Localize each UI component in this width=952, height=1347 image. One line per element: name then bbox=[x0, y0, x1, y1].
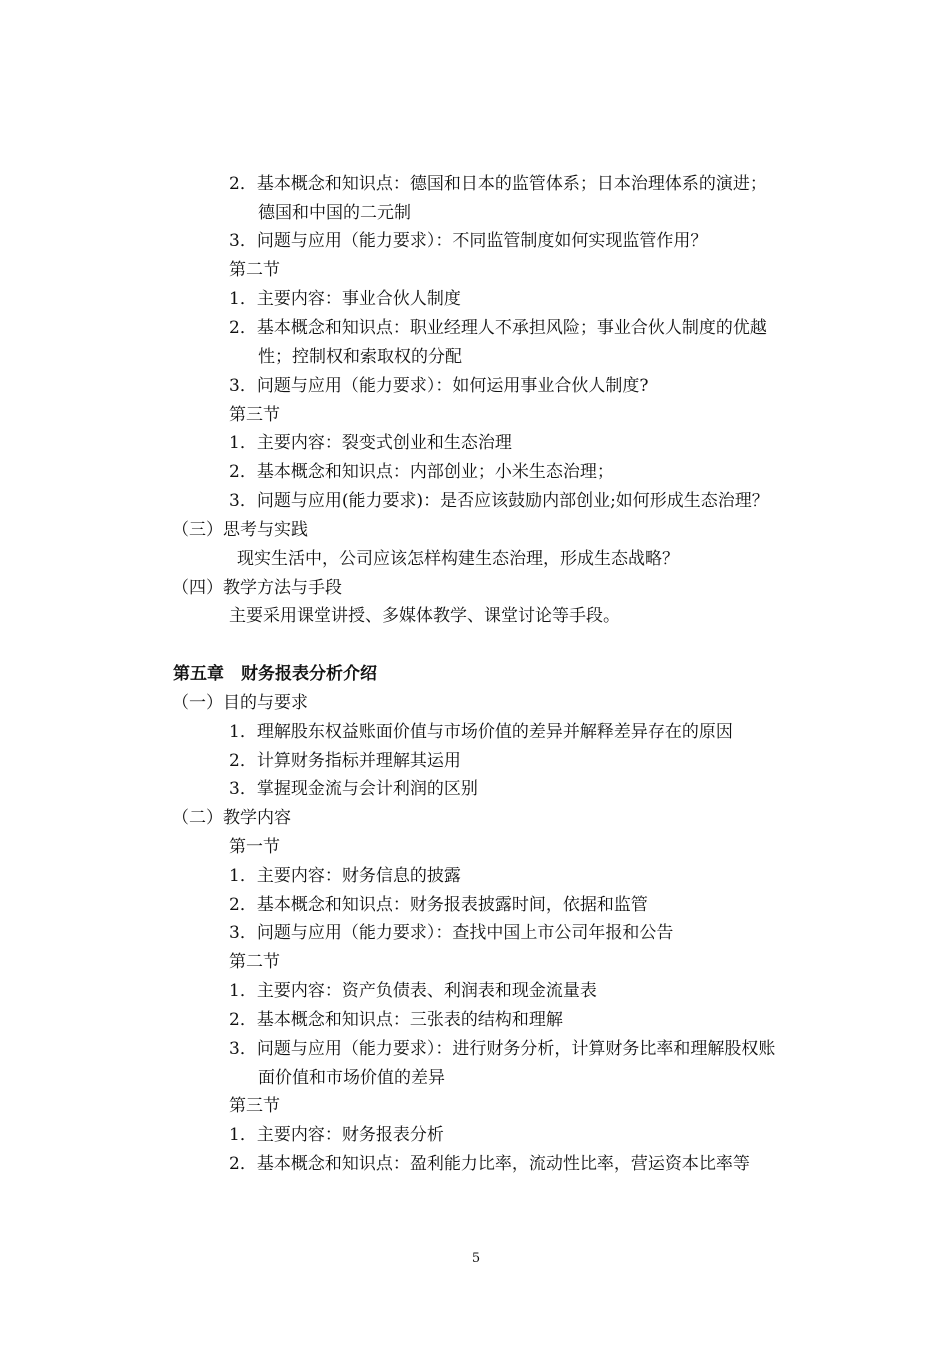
section2-title: 第二节 bbox=[229, 260, 280, 280]
teaching-method-body: 主要采用课堂讲授、多媒体教学、课堂讨论等手段。 bbox=[229, 606, 620, 626]
item2-line2: 德国和中国的二元制 bbox=[258, 203, 411, 223]
chapter-title: 第五章 财务报表分析介绍 bbox=[173, 664, 377, 684]
ch5-section2-item3-line1: 3．问题与应用（能力要求）：进行财务分析，计算财务比率和理解股权账 bbox=[229, 1039, 776, 1059]
goals-heading: （一）目的与要求 bbox=[172, 693, 308, 713]
goal-3: 3．掌握现金流与会计利润的区别 bbox=[229, 779, 478, 799]
item3: 3．问题与应用（能力要求）：不同监管制度如何实现监管作用？ bbox=[229, 231, 708, 251]
section3-item1: 1．主要内容：裂变式创业和生态治理 bbox=[229, 433, 512, 453]
section2-item2-line2: 性；控制权和索取权的分配 bbox=[258, 347, 462, 367]
section3-item3: 3．问题与应用(能力要求)：是否应该鼓励内部创业;如何形成生态治理？ bbox=[229, 491, 769, 511]
section2-item1: 1．主要内容：事业合伙人制度 bbox=[229, 289, 461, 309]
ch5-section3-item2: 2．基本概念和知识点：盈利能力比率，流动性比率，营运资本比率等 bbox=[229, 1154, 750, 1174]
goal-1: 1．理解股东权益账面价值与市场价值的差异并解释差异存在的原因 bbox=[229, 722, 733, 742]
ch5-section3-item1: 1．主要内容：财务报表分析 bbox=[229, 1125, 444, 1145]
goal-2: 2．计算财务指标并理解其运用 bbox=[229, 751, 461, 771]
ch5-section2-title: 第二节 bbox=[229, 952, 280, 972]
teaching-method-heading: （四）教学方法与手段 bbox=[172, 578, 342, 598]
ch5-section2-item1: 1．主要内容：资产负债表、利润表和现金流量表 bbox=[229, 981, 597, 1001]
ch5-section2-item3-line2: 面价值和市场价值的差异 bbox=[258, 1068, 445, 1088]
section3-title: 第三节 bbox=[229, 405, 280, 425]
section2-item2-line1: 2．基本概念和知识点：职业经理人不承担风险；事业合伙人制度的优越 bbox=[229, 318, 767, 338]
section3-item2: 2．基本概念和知识点：内部创业；小米生态治理； bbox=[229, 462, 614, 482]
ch5-section1-title: 第一节 bbox=[229, 837, 280, 857]
ch5-section2-item2: 2．基本概念和知识点：三张表的结构和理解 bbox=[229, 1010, 563, 1030]
think-practice-heading: （三）思考与实践 bbox=[172, 520, 308, 540]
item2-line1: 2．基本概念和知识点：德国和日本的监管体系；日本治理体系的演进； bbox=[229, 174, 767, 194]
ch5-section3-title: 第三节 bbox=[229, 1096, 280, 1116]
page-number: 5 bbox=[471, 1251, 481, 1266]
ch5-section1-item2: 2．基本概念和知识点：财务报表披露时间，依据和监管 bbox=[229, 895, 648, 915]
ch5-section1-item1: 1．主要内容：财务信息的披露 bbox=[229, 866, 461, 886]
section2-item3: 3．问题与应用（能力要求）：如何运用事业合伙人制度? bbox=[229, 376, 649, 396]
ch5-section1-item3: 3．问题与应用（能力要求）：查找中国上市公司年报和公告 bbox=[229, 923, 674, 943]
content-heading: （二）教学内容 bbox=[172, 808, 291, 828]
think-practice-body: 现实生活中，公司应该怎样构建生态治理，形成生态战略？ bbox=[237, 549, 679, 569]
